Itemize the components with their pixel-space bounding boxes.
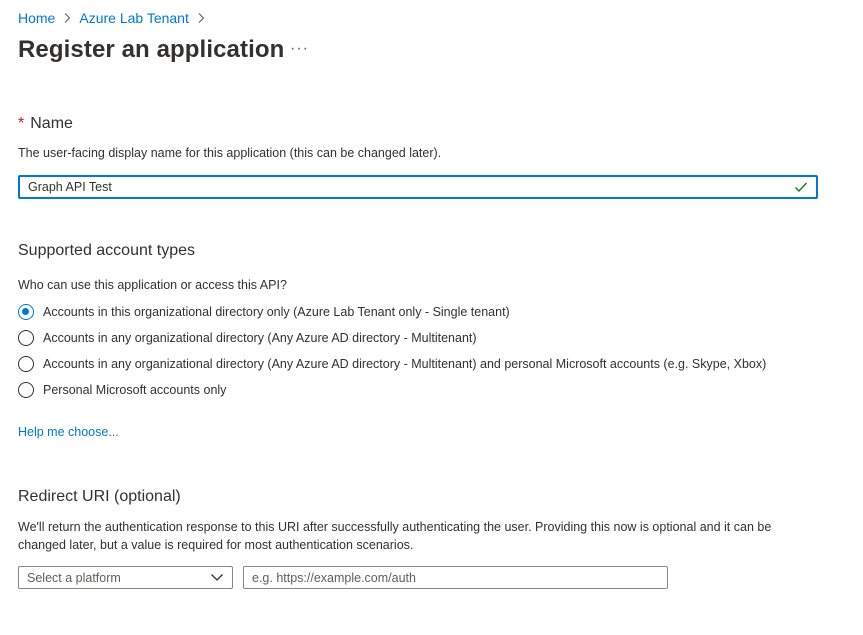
redirect-description-line: changed later, but a value is required for most authentication scenarios. xyxy=(18,538,414,552)
page-title: Register an application xyxy=(18,36,285,63)
option-label: Personal Microsoft accounts only xyxy=(43,383,227,397)
redirect-description-line: We'll return the authentication response to this URI after successfully authenticating the user. Providing this now is optional and it can be xyxy=(18,520,772,534)
redirect-uri-description xyxy=(18,518,838,554)
radio-button-selected[interactable] xyxy=(18,304,34,320)
radio-button[interactable] xyxy=(18,356,34,372)
breadcrumb xyxy=(18,10,213,26)
chevron-right-icon xyxy=(193,10,209,26)
redirect-uri-input[interactable] xyxy=(252,571,659,585)
option-label: Accounts in any organizational directory (Any Azure AD directory - Multitenant) xyxy=(43,331,477,345)
name-input[interactable] xyxy=(28,180,794,194)
radio-button[interactable] xyxy=(18,330,34,346)
account-types-question: Who can use this application or access this API? xyxy=(18,278,287,292)
account-types-heading: Supported account types xyxy=(18,242,196,259)
radio-button[interactable] xyxy=(18,382,34,398)
chevron-down-icon xyxy=(210,571,224,585)
checkmark-icon xyxy=(794,180,808,194)
help-me-choose-link[interactable]: Help me choose... xyxy=(18,425,119,439)
name-description: The user-facing display name for this application (this can be changed later). xyxy=(18,146,442,160)
chevron-right-icon xyxy=(59,10,75,26)
account-type-option-multitenant[interactable] xyxy=(18,330,477,346)
option-label: Accounts in any organizational directory (Any Azure AD directory - Multitenant) and personal Microsoft accounts (e.g. Skype, Xbox) xyxy=(43,357,767,371)
account-type-option-single-tenant[interactable] xyxy=(18,304,510,320)
breadcrumb-tenant[interactable]: Azure Lab Tenant xyxy=(79,10,189,26)
required-indicator: * xyxy=(18,115,25,132)
platform-select[interactable] xyxy=(18,566,233,589)
name-label xyxy=(18,115,73,133)
account-type-option-personal[interactable] xyxy=(18,382,226,398)
platform-select-value: Select a platform xyxy=(27,570,121,585)
redirect-uri-field[interactable] xyxy=(243,566,668,589)
option-label: Accounts in this organizational directory only (Azure Lab Tenant only - Single tenant) xyxy=(43,305,510,319)
name-field[interactable] xyxy=(18,175,818,199)
breadcrumb-home[interactable]: Home xyxy=(18,10,56,26)
account-type-option-multitenant-personal[interactable] xyxy=(18,356,766,372)
redirect-uri-heading: Redirect URI (optional) xyxy=(18,488,181,505)
name-label-text: Name xyxy=(30,115,73,132)
more-options-button[interactable]: ··· xyxy=(290,40,309,57)
